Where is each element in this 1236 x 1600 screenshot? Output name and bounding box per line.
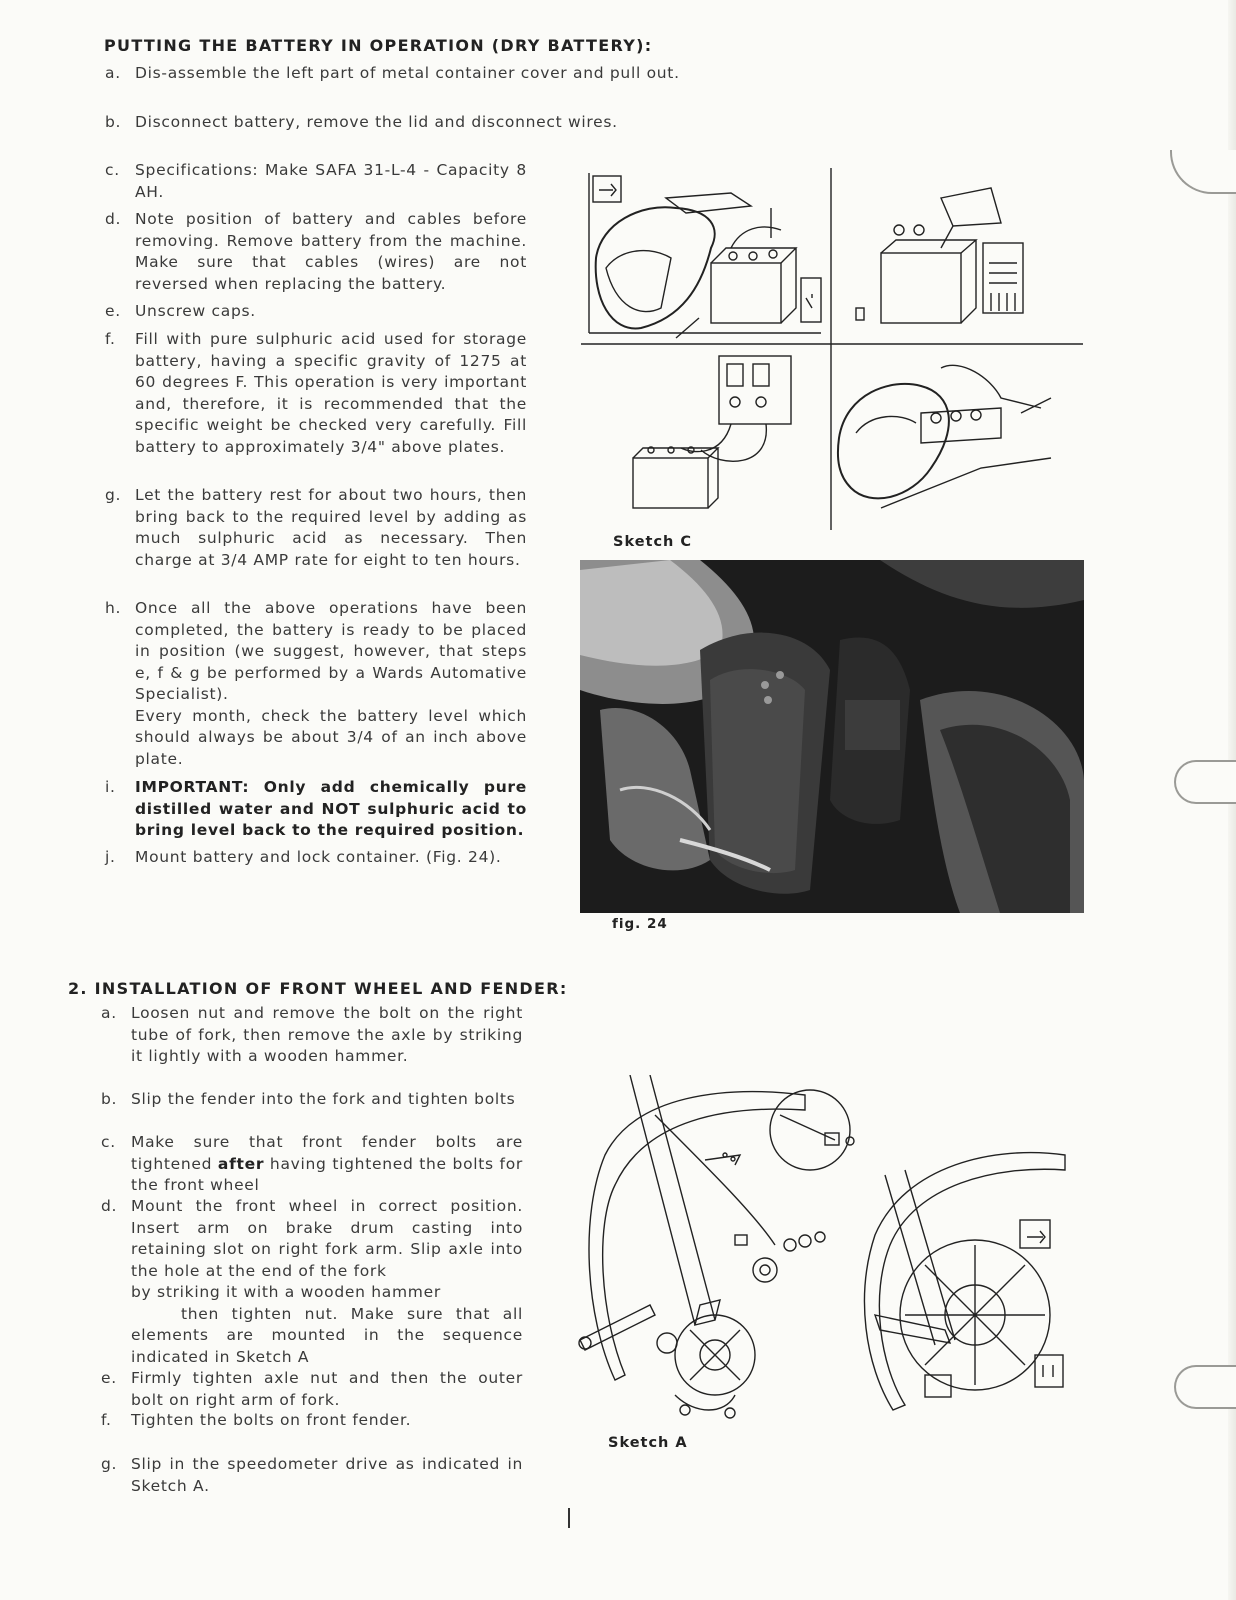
battery-section-title: PUTTING THE BATTERY IN OPERATION (DRY BATTERY): xyxy=(104,36,653,55)
sketch-c-drawing xyxy=(581,168,1083,530)
battery-step-c: c. Specifications: Make SAFA 31-L-4 - Capacity 8 AH. xyxy=(105,161,527,201)
wheel-step-a: a. Loosen nut and remove the bolt on the right tube of fork, then remove the axle by striking it lightly with a wooden hammer. xyxy=(101,1004,523,1065)
wheel-step-b: b. Slip the fender into the fork and tighten bolts xyxy=(101,1090,516,1108)
battery-step-b: b. Disconnect battery, remove the lid and disconnect wires. xyxy=(105,113,618,131)
wrench-box-icon xyxy=(593,176,621,202)
fig24-caption: fig. 24 xyxy=(612,916,668,932)
battery-step-e: e. Unscrew caps. xyxy=(105,302,256,320)
battery-step-g: g. Let the battery rest for about two hours, then bring back to the required level by adding as much sulphuric acid as necessary. Then charge at 3/4 AMP rate for eight to ten hours. xyxy=(105,486,527,569)
sketch-a-drawing xyxy=(575,1075,1075,1430)
battery-step-d: d. Note position of battery and cables before removing. Remove battery from the machine. Make sure that cables (wires) are not reversed when replacing the battery. xyxy=(105,210,527,293)
wheel-section-title: 2. INSTALLATION OF FRONT WHEEL AND FENDER: xyxy=(68,979,568,998)
wheel-step-e: e. Firmly tighten axle nut and then the outer bolt on right arm of fork. xyxy=(101,1369,523,1409)
wheel-step-g: g. Slip in the speedometer drive as indicated in Sketch A. xyxy=(101,1455,523,1495)
battery-step-h: h. Once all the above operations have been completed, the battery is ready to be placed in position (we suggest, however, that steps e, f & g be performed by a Wards Automative Specialist). Every month, check the battery level which should always be about 3/4 of an inch above plate. xyxy=(105,599,527,768)
battery-step-a: a. Dis-assemble the left part of metal container cover and pull out. xyxy=(105,64,680,82)
binder-hole-bottom xyxy=(1174,1365,1236,1409)
page-number-mark xyxy=(568,1508,570,1528)
wheel-step-c: c. Make sure that front fender bolts are tightened after having tightened the bolts for the front wheel xyxy=(101,1133,523,1194)
binder-hole-top xyxy=(1170,150,1236,194)
sketch-c-caption: Sketch C xyxy=(613,534,693,550)
fig24-photo xyxy=(580,560,1084,913)
sketch-a-caption: Sketch A xyxy=(608,1435,688,1451)
binder-hole-middle xyxy=(1174,760,1236,804)
battery-step-i: i. IMPORTANT: Only add chemically pure distilled water and NOT sulphuric acid to bring level back to the required position. xyxy=(105,778,527,839)
battery-step-j: j. Mount battery and lock container. (Fig. 24). xyxy=(105,848,502,866)
wheel-step-f: f. Tighten the bolts on front fender. xyxy=(101,1411,412,1429)
battery-step-f: f. Fill with pure sulphuric acid used for storage battery, having a specific gravity of 1275 at 60 degrees F. This operation is very important and, therefore, it is recommended that the specific weight be checked very carefully. Fill battery to approximately 3/4" above plates. xyxy=(105,330,527,456)
wheel-step-d: d. Mount the front wheel in correct position. Insert arm on brake drum casting into retaining slot on right fork arm. Slip axle into the hole at the end of the fork by striking it with a wooden hammer then tighten nut. Make sure that all elements are mounted in the sequence indicated in Sketch A xyxy=(101,1197,523,1366)
